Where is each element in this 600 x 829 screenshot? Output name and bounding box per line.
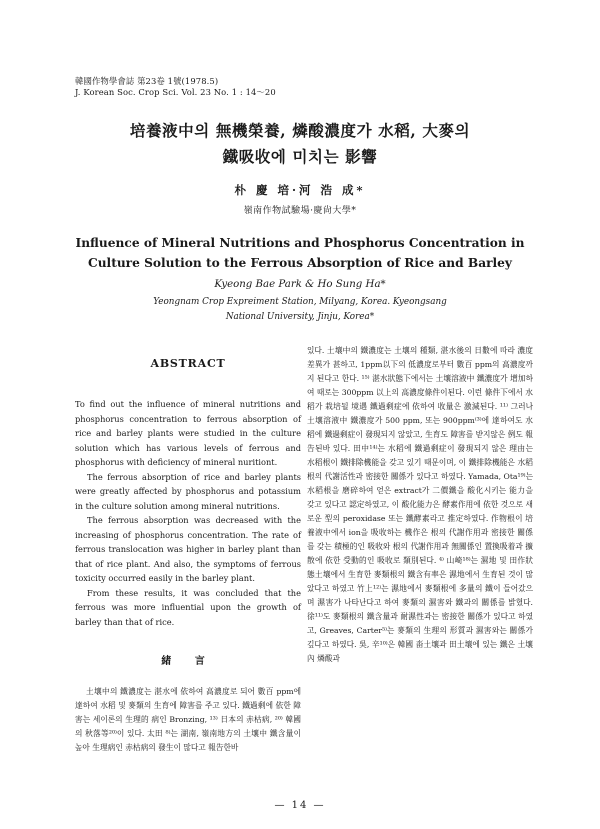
korean-title-line1: 培養液中의 無機榮養, 燐酸濃度가 水稻, 大麥의 xyxy=(129,121,471,140)
abstract-paragraph: To find out the influence of mineral nutritions and phosphorus concentration to ferrous absorption of rice and barley plants were studied in the culture solution which has various levels of ferrous and phosphorus with deficiency of mineral nuritiont. xyxy=(75,399,301,467)
left-column xyxy=(75,343,301,755)
introduction-paragraph-continued: 있다. 土壤中의 鐵濃度는 土壤의 種類, 湛水後의 日數에 따라 濃度 差異가 甚하고, 1ppm以下의 低濃度로부터 數百 ppm의 高濃度까지 된다고 한다. ¹⁵⁾ 湛水狀態下에서는 土壤溶液中 鐵濃度가 增加하여 때로는 300ppm 以上의 高濃度條件이된다. 이런 條件下에서 水稻가 栽培될 境遇 鐵過剩症에 依하여 收量은 激減된다. ¹¹⁾ 그러나 土壤溶液中 鐵濃度가 500 ppm, 또는 900ppm⁽³⁾에 達하여도 水稻에 鐵過剩症이 發現되지 않았고, 生育도 障害를 받지않은 例도 報告된바 있다. 田中¹⁴⁾는 水稻에 鐵過剩症이 發現되지 않은 理由는 水稻根이 鐵排除機能을 갖고 있기 때문이며, 이 鐵排除機能은 水稻根의 代謝活性과 密接한 關係가 있다고 하였다. Yamada, Ota¹⁹⁾는 水稻根을 磨碎하여 얻은 extract가 二價鐵을 酸化시키는 能力을 갖고 있다고 認定하였고, 이 酸化能力은 酵素作用에 依한 것으로 새로운 型의 peroxidase 또는 鐵酵素라고 推定하였다. 作物根이 培養液中에서 ion을 吸收하는 機作은 根의 代謝作用과 密接한 關係를 갖는 積極的인 吸收와 根의 代謝作用과 無關係인 置換吸着과 擴散에 依한 受動的인 吸收로 類別된다. ⁴⁾ 山崎¹⁸⁾는 濕地 및 田作狀態土壤에서 生育한 麥類根의 鐵含有率은 濕地에서 生育된 것이 많았다고 하였고 竹上¹²⁾는 濕地에서 麥類根에 多量의 鐵이 들어갔으며 濕害가 나타난다고 하여 麥類의 濕害와 鐵과의 關係를 밝혔다. 徐¹¹⁾도 麥類根의 鐵含量과 耐濕性과는 密接한 關係가 있다고 하였고, Greaves, Carter⁵⁾는 麥類의 生理의 形質과 濕害와는 關係가 깊다고 하였다. 吳, 辛¹⁰⁾은 韓國 畓土壤과 田土壤에 있는 鐵은 土壤內 燐酸과 xyxy=(307,346,533,663)
right-column xyxy=(307,344,533,666)
english-affiliation-line1: Yeongnam Crop Expreiment Station, Milyang, Korea. Kyeongsang xyxy=(153,297,447,307)
abstract-paragraph: From these results, it was concluded that the ferrous was more influential upon the growth of barley than that of rice. xyxy=(75,587,301,627)
korean-title-line2: 鐵吸收에 미치는 影響 xyxy=(222,147,378,166)
abstract-heading: ABSTRACT xyxy=(150,357,226,370)
journal-name-en: J. Korean Soc. Crop Sci. Vol. 23 No. 1 : 14～20 xyxy=(75,87,276,97)
abstract-paragraph: The ferrous absorption of rice and barley plants were greatly affected by phosphorus and potassium in the culture solution among mineral nutritions. xyxy=(75,471,301,511)
korean-affiliation: 嶺南作物試驗場·慶尙大學* xyxy=(243,206,357,216)
english-affiliation-line2: National University, Jinju, Korea* xyxy=(225,312,375,322)
abstract-paragraph: The ferrous absorption was decreased with the increasing of phosphorus concentration. The rate of ferrous translocation was higher in barley plant than that of rice plant. And also, the symptoms of ferrous toxicity occurred easily in the barley plant. xyxy=(75,515,301,583)
english-affiliation xyxy=(0,295,600,325)
introduction-heading: 緒 言 xyxy=(161,656,215,667)
korean-authors: 朴 慶 培·河 浩 成* xyxy=(234,183,366,197)
english-title-line1: Influence of Mineral Nutritions and Phosphorus Concentration in xyxy=(75,236,525,250)
page-number: — 14 — xyxy=(274,800,326,811)
english-authors: Kyeong Bae Park & Ho Sung Ha* xyxy=(214,279,386,290)
english-title xyxy=(0,234,600,273)
introduction-paragraph: 土壤中의 鐵濃度는 湛水에 依하여 高濃度로 되어 數百 ppm에 達하여 水稻 및 麥類의 生育에 障害를 주고 있다. 鐵過剩에 依한 障害는 세이론의 生理的 病인 Bronzing, ¹³⁾ 日本의 赤枯病, ²⁰⁾ 韓國의 秋落等²⁰⁾이 있다. 太田 ⁸⁾는 湖南, 嶺南地方의 土壤中 鐵含量이 높아 生理病인 赤枯病의 發生이 많다고 報告한바 xyxy=(75,687,301,752)
english-title-line2: Culture Solution to the Ferrous Absorption of Rice and Barley xyxy=(88,255,512,270)
journal-name-kr: 韓國作物學會誌 第23卷 1號(1978.5) xyxy=(75,76,219,86)
korean-title xyxy=(0,118,600,170)
journal-header xyxy=(75,76,276,98)
